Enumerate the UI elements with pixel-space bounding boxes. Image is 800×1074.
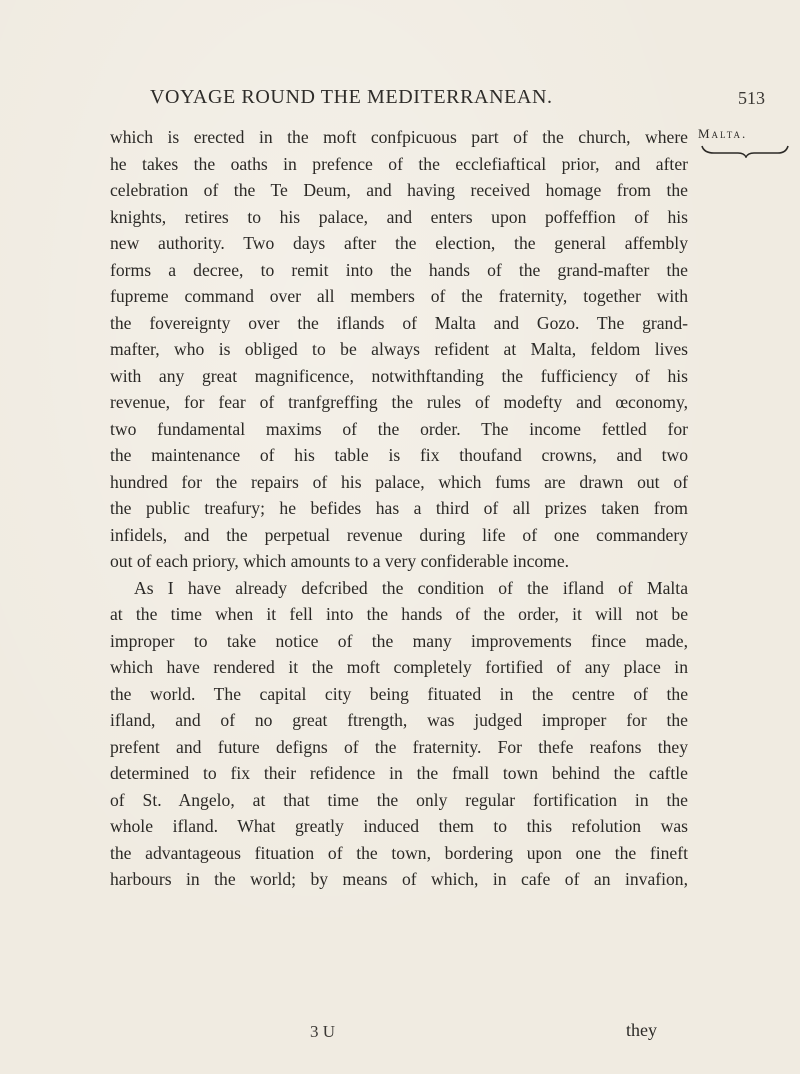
text-line: As I have already defcribed the condition of the ifland of Malta [134,577,688,598]
text-line: out of each priory, which amounts to a very confiderable income. [110,551,570,571]
text-line: the public treafury; he befides has a third of all prizes taken from [110,498,688,518]
text-line: revenue, for fear of tranfgreffing the rules of modefty and œconomy, [110,392,688,412]
text-line: at the time when it fell into the hands of the order, it will not be [110,604,688,624]
text-line: celebration of the Te Deum, and having received homage from the [110,180,688,200]
text-line: whole ifland. What greatly induced them to this refolution was [110,816,688,836]
text-line: which have rendered it the moft completely fortified of any place in [110,657,688,677]
text-line: which is erected in the moft confpicuous part of the church, where [110,127,688,147]
running-title: VOYAGE ROUND THE MEDITERRANEAN. [150,86,553,108]
text-line: improper to take notice of the many improvements fince made, [110,630,688,651]
catchword: they [626,1020,657,1040]
text-line: he takes the oaths in prefence of the ecclefiaftical prior, and after [110,153,688,174]
text-line: the world. The capital city being fituated in the centre of the [110,683,688,704]
text-line: new authority. Two days after the election, the general affembly [110,233,688,253]
page-number: 513 [738,88,765,108]
text-line: fupreme command over all members of the fraternity, together with [110,286,688,306]
text-line: the fovereignty over the iflands of Malta and Gozo. The grand- [110,312,688,333]
text-line: with any great magnificence, notwithftanding the fufficiency of his [110,365,688,386]
text-line: mafter, who is obliged to be always refident at Malta, feldom lives [110,339,688,359]
marginal-note: Malta. [698,126,748,141]
margin-brace-icon [700,144,790,158]
text-line: the advantageous fituation of the town, bordering upon one the fineft [110,842,688,863]
signature-mark: 3 U [310,1022,336,1041]
text-line: knights, retires to his palace, and enters upon poffeffion of his [110,206,688,227]
text-line: forms a decree, to remit into the hands of the grand-mafter the [110,259,688,280]
text-line: two fundamental maxims of the order. The income fettled for [110,418,688,439]
text-line: determined to fix their refidence in the fmall town behind the caftle [110,763,688,783]
body-text [110,124,688,893]
text-line: ifland, and of no great ftrength, was judged improper for the [110,710,688,730]
text-line: the maintenance of his table is fix thoufand crowns, and two [110,445,688,465]
text-line: prefent and future defigns of the fraternity. For thefe reafons they [110,736,688,757]
text-line: of St. Angelo, at that time the only regular fortification in the [110,789,688,810]
text-line: hundred for the repairs of his palace, which fums are drawn out of [110,471,688,492]
text-line: infidels, and the perpetual revenue during life of one commandery [110,524,688,545]
text-line: harbours in the world; by means of which, in cafe of an invafion, [110,869,688,889]
